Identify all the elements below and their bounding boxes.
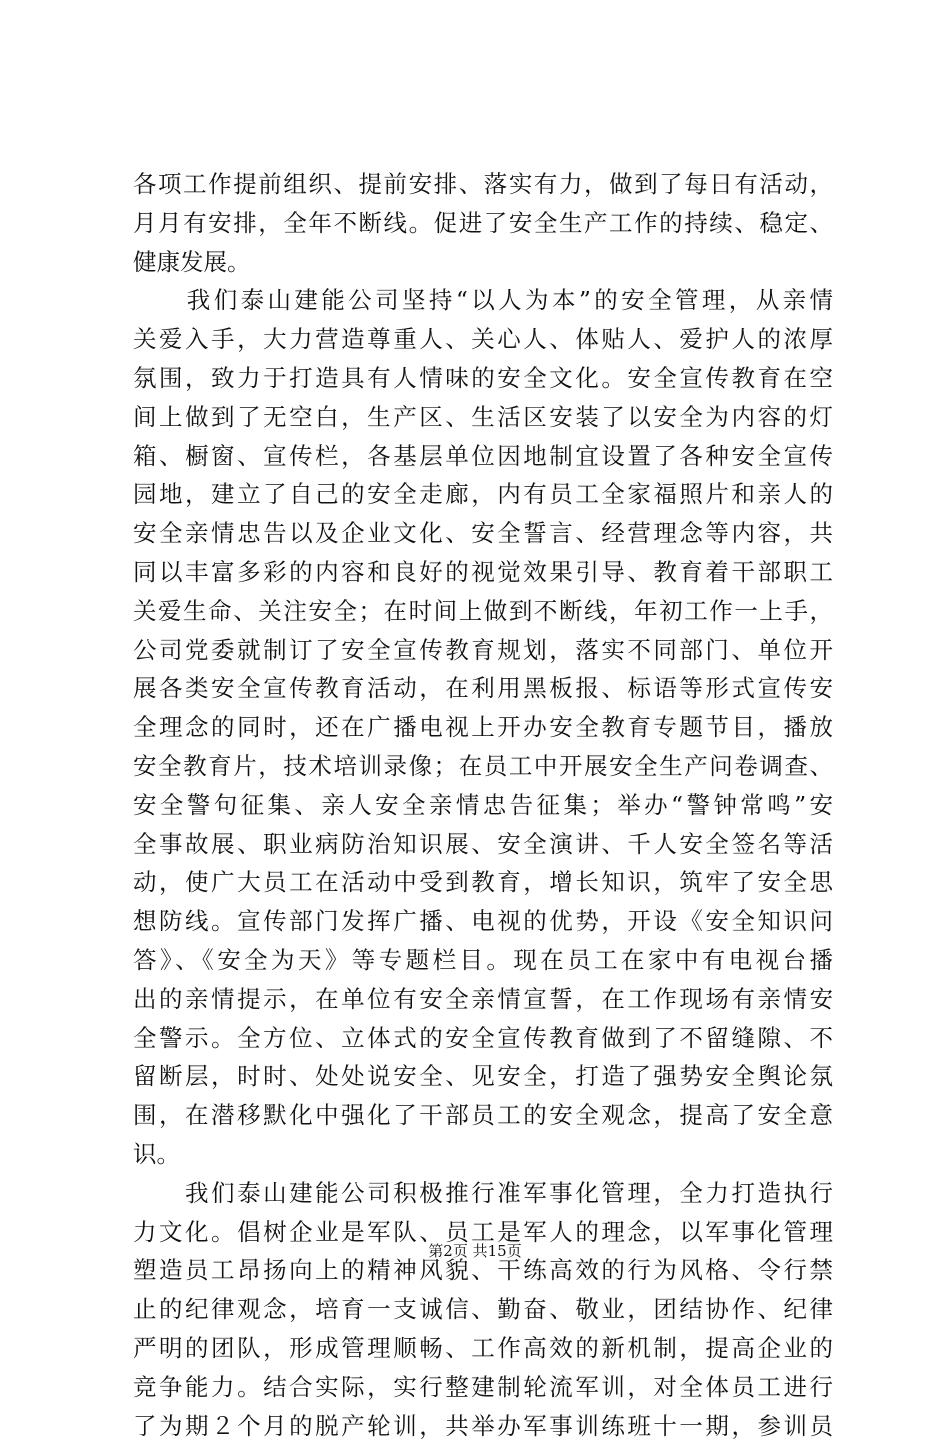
text-line: 关爱生命、关注安全；在时间上做到不断线，年初工作一上手， (133, 592, 833, 631)
text-line: 识。 (133, 1135, 833, 1174)
text-line: 各项工作提前组织、提前安排、落实有力，做到了每日有活动， (133, 165, 833, 204)
text-line: 安全亲情忠告以及企业文化、安全誓言、经营理念等内容，共 (133, 514, 833, 553)
text-line: 安全教育片，技术培训录像；在员工中开展安全生产问卷调查、 (133, 747, 833, 786)
text-line: 月月有安排，全年不断线。促进了安全生产工作的持续、稳定、 (133, 204, 833, 243)
text-line: 我们泰山建能公司积极推行准军事化管理，全力打造执行 (133, 1174, 833, 1213)
text-line: 氛围，致力于打造具有人情味的安全文化。安全宣传教育在空 (133, 359, 833, 398)
text-line: 答》、《安全为天》等专题栏目。现在员工在家中有电视台播 (133, 941, 833, 980)
text-line: 了为期２个月的脱产轮训，共举办军事训练班十一期，参训员 (133, 1407, 833, 1445)
text-line: 全警示。全方位、立体式的安全宣传教育做到了不留缝隙、不 (133, 1019, 833, 1058)
text-line: 想防线。宣传部门发挥广播、电视的优势，开设《安全知识问 (133, 902, 833, 941)
text-line: 展各类安全宣传教育活动，在利用黑板报、标语等形式宣传安 (133, 669, 833, 708)
text-line: 全理念的同时，还在广播电视上开办安全教育专题节目，播放 (133, 708, 833, 747)
text-line: 围，在潜移默化中强化了干部员工的安全观念，提高了安全意 (133, 1096, 833, 1135)
text-line: 严明的团队，形成管理顺畅、工作高效的新机制，提高企业的 (133, 1329, 833, 1368)
text-line: 安全警句征集、亲人安全亲情忠告征集；举办“警钟常鸣”安 (133, 786, 833, 825)
text-line: 我们泰山建能公司坚持“以人为本”的安全管理，从亲情 (133, 281, 833, 320)
text-line: 同以丰富多彩的内容和良好的视觉效果引导、教育着干部职工 (133, 553, 833, 592)
page-footer: 第2页 共15页 (0, 1241, 950, 1261)
text-line: 力文化。倡树企业是军队、员工是军人的理念，以军事化管理 (133, 1213, 833, 1252)
text-line: 出的亲情提示，在单位有安全亲情宣誓，在工作现场有亲情安 (133, 980, 833, 1019)
text-line: 止的纪律观念，培育一支诚信、勤奋、敬业，团结协作、纪律 (133, 1290, 833, 1329)
text-line: 园地，建立了自己的安全走廊，内有员工全家福照片和亲人的 (133, 475, 833, 514)
text-line: 动，使广大员工在活动中受到教育，增长知识，筑牢了安全思 (133, 863, 833, 902)
text-line: 塑造员工昂扬向上的精神风貌、干练高效的行为风格、令行禁 (133, 1251, 833, 1290)
text-line: 公司党委就制订了安全宣传教育规划，落实不同部门、单位开 (133, 631, 833, 670)
text-line: 箱、橱窗、宣传栏，各基层单位因地制宜设置了各种安全宣传 (133, 437, 833, 476)
text-line: 全事故展、职业病防治知识展、安全演讲、千人安全签名等活 (133, 825, 833, 864)
text-line: 竞争能力。结合实际，实行整建制轮流军训，对全体员工进行 (133, 1368, 833, 1407)
text-line: 健康发展。 (133, 243, 833, 282)
text-line: 关爱入手，大力营造尊重人、关心人、体贴人、爱护人的浓厚 (133, 320, 833, 359)
text-line: 间上做到了无空白，生产区、生活区安装了以安全为内容的灯 (133, 398, 833, 437)
text-line: 留断层，时时、处处说安全、见安全，打造了强势安全舆论氛 (133, 1057, 833, 1096)
